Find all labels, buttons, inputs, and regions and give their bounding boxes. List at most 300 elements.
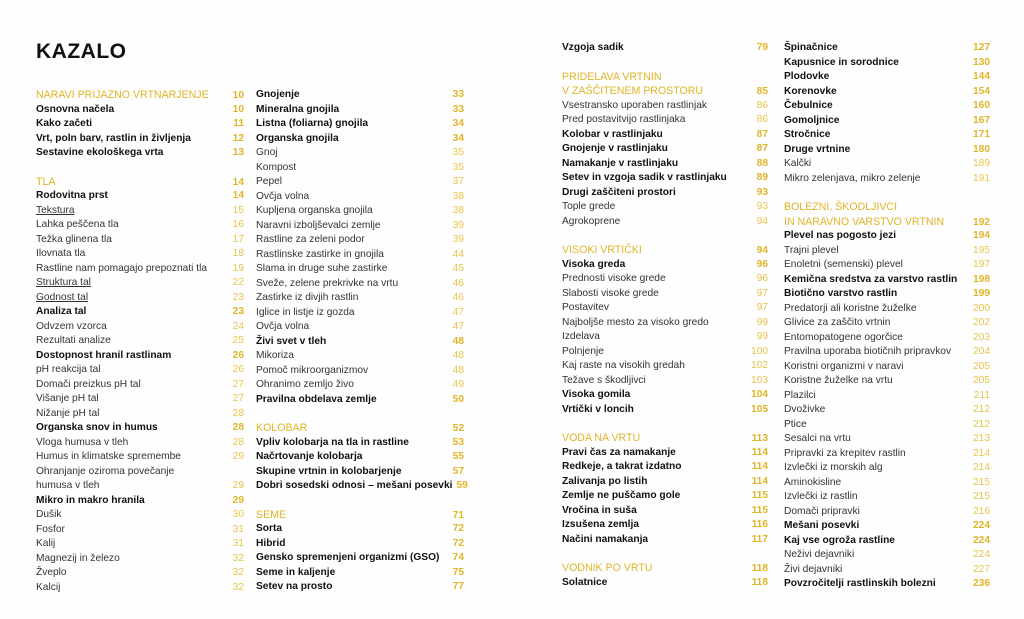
toc-entry[interactable] — [562, 272, 768, 287]
toc-entry[interactable] — [36, 146, 244, 161]
toc-entry-title: Mikoriza — [256, 350, 294, 361]
toc-section-heading[interactable] — [562, 561, 768, 576]
toc-entry[interactable] — [562, 258, 768, 273]
toc-entry-title: Ptice — [784, 418, 807, 430]
toc-page-number: 100 — [751, 345, 768, 357]
toc-page-number: 224 — [973, 549, 990, 560]
toc-entry[interactable] — [562, 345, 768, 360]
toc-page-number: 72 — [452, 537, 464, 549]
toc-entry-title: Ohranjanje oziroma povečanje — [36, 465, 175, 477]
toc-entry-title: Vročina in suša — [562, 504, 637, 516]
toc-entry[interactable] — [784, 447, 990, 462]
toc-entry[interactable] — [36, 363, 244, 378]
toc-entry[interactable] — [256, 219, 464, 234]
toc-section-heading[interactable] — [562, 84, 768, 99]
toc-entry[interactable] — [562, 533, 768, 548]
toc-entry-title: Kalcij — [36, 581, 61, 593]
toc-entry-title: BOLEZNI, ŠKODLJIVCI — [784, 201, 898, 213]
toc-page-number: 27 — [232, 378, 244, 390]
toc-entry-title: Mešani posevki — [784, 520, 860, 531]
toc-entry[interactable] — [36, 392, 244, 407]
toc-entry[interactable] — [562, 301, 768, 316]
toc-entry-title: Kalčki — [784, 158, 812, 169]
toc-entry[interactable] — [36, 218, 244, 233]
toc-page-number: 11 — [233, 118, 244, 129]
toc-entry-title: Dobri sosedski odnosi – mešani posevki — [256, 480, 453, 491]
toc-entry-title: Redkeje, a takrat izdatno — [562, 461, 682, 472]
toc-entry[interactable] — [784, 99, 990, 114]
toc-entry-title: Zastirke iz divjih rastlin — [256, 292, 359, 303]
toc-entry[interactable] — [36, 103, 244, 118]
toc-entry[interactable] — [784, 534, 990, 549]
toc-entry-title: NARAVI PRIJAZNO VRTNARJENJE — [36, 89, 209, 101]
toc-entry-title: Druge vrtnine — [784, 143, 851, 155]
toc-page-number: 114 — [751, 461, 768, 472]
toc-entry[interactable] — [36, 117, 244, 132]
toc-entry-title: Visoka greda — [562, 258, 626, 270]
toc-entry-title: Načrtovanje kolobarja — [256, 451, 363, 462]
toc-entry[interactable] — [784, 56, 990, 71]
toc-entry[interactable] — [256, 248, 464, 263]
toc-page-number: 49 — [452, 379, 464, 390]
toc-entry-title: Rodovitna prst — [36, 190, 108, 201]
toc-entry[interactable] — [256, 479, 468, 494]
toc-entry[interactable] — [562, 316, 768, 331]
toc-entry[interactable] — [36, 523, 244, 538]
toc-entry-title: Težave s škodljivci — [562, 374, 646, 386]
toc-entry-title: Težka glinena tla — [36, 233, 112, 245]
toc-entry[interactable] — [562, 287, 768, 302]
toc-entry[interactable] — [784, 143, 990, 158]
toc-entry[interactable] — [562, 200, 768, 215]
toc-page-number: 205 — [973, 375, 990, 386]
toc-entry-title: Osnovna načela — [36, 103, 115, 115]
toc-entry-title: Kalij — [36, 538, 56, 549]
toc-entry-title: Živi dejavniki — [784, 563, 843, 575]
toc-entry[interactable] — [562, 403, 768, 418]
toc-page-number: 118 — [751, 563, 768, 574]
toc-page-number: 87 — [756, 128, 768, 140]
toc-entry-title: Slabosti visoke grede — [562, 287, 659, 299]
toc-page-number: 24 — [232, 320, 244, 332]
toc-entry[interactable] — [784, 172, 990, 187]
toc-entry[interactable] — [784, 461, 990, 476]
toc-page-number: 48 — [452, 364, 464, 376]
toc-entry-title: Hibrid — [256, 537, 286, 549]
toc-page-number: 28 — [232, 407, 244, 419]
toc-page-number: 171 — [973, 129, 990, 140]
toc-entry[interactable] — [562, 113, 768, 128]
toc-entry[interactable] — [256, 537, 464, 552]
toc-entry[interactable] — [784, 229, 990, 244]
toc-section-heading[interactable] — [562, 70, 768, 85]
toc-entry[interactable] — [36, 378, 244, 393]
toc-entry[interactable] — [784, 505, 990, 520]
toc-entry[interactable] — [562, 359, 768, 374]
toc-entry-title: Ohranimo zemljo živo — [256, 379, 354, 390]
toc-entry[interactable] — [784, 563, 990, 578]
toc-entry-title: Tople grede — [562, 201, 616, 212]
toc-entry-title: Analiza tal — [36, 306, 87, 317]
toc-entry-title: Pravilna obdelava zemlje — [256, 393, 377, 405]
toc-entry[interactable] — [784, 548, 990, 563]
toc-page-number: 13 — [232, 147, 244, 158]
toc-entry[interactable] — [562, 99, 768, 114]
section-spacer — [256, 494, 464, 508]
toc-entry-title: Sestavine ekološkega vrta — [36, 147, 164, 158]
toc-entry[interactable] — [256, 450, 464, 465]
toc-entry[interactable] — [784, 360, 990, 375]
toc-entry-title: Vrtički v loncih — [562, 403, 634, 415]
toc-entry[interactable] — [784, 157, 990, 172]
toc-entry[interactable] — [36, 189, 244, 204]
toc-page-number: 93 — [756, 201, 768, 212]
toc-entry[interactable] — [562, 330, 768, 345]
toc-page-number: 215 — [973, 476, 990, 488]
toc-section-heading[interactable] — [784, 200, 990, 215]
toc-page-number: 37 — [452, 176, 464, 187]
toc-entry-title: Mikro zelenjava, mikro zelenje — [784, 172, 921, 184]
toc-entry[interactable] — [256, 335, 464, 350]
toc-entry-title: Domači preizkus pH tal — [36, 378, 141, 390]
toc-page-number: 26 — [232, 349, 244, 361]
toc-entry-title: KOLOBAR — [256, 422, 308, 434]
page-title: KAZALO — [36, 40, 127, 63]
toc-entry[interactable] — [784, 374, 990, 389]
toc-entry-title: Nižanje pH tal — [36, 407, 100, 419]
toc-entry[interactable] — [784, 577, 990, 592]
toc-entry-title: Organska gnojila — [256, 132, 339, 144]
toc-entry[interactable] — [562, 171, 768, 186]
toc-page-number: 97 — [756, 287, 768, 299]
toc-entry[interactable] — [562, 374, 768, 389]
toc-entry[interactable] — [784, 128, 990, 143]
toc-entry[interactable] — [256, 103, 464, 118]
toc-page-number: 89 — [756, 172, 768, 183]
toc-entry[interactable] — [36, 566, 244, 581]
toc-entry[interactable] — [256, 175, 464, 190]
toc-entry[interactable] — [784, 316, 990, 331]
toc-entry[interactable] — [256, 291, 464, 306]
toc-entry[interactable] — [256, 465, 464, 480]
toc-entry[interactable] — [562, 41, 768, 56]
toc-entry-title: Lahka peščena tla — [36, 219, 119, 230]
toc-page-number: 79 — [756, 42, 768, 53]
toc-section-heading[interactable] — [562, 431, 768, 446]
toc-entry[interactable] — [256, 132, 464, 147]
toc-entry[interactable] — [256, 161, 464, 176]
toc-page-number: 29 — [232, 480, 244, 491]
toc-entry-title: Višanje pH tal — [36, 393, 99, 404]
toc-page-number: 14 — [232, 176, 244, 188]
toc-entry-title: TLA — [36, 175, 56, 188]
toc-entry[interactable] — [784, 331, 990, 346]
toc-entry-title: Glivice za zaščito vrtnin — [784, 317, 891, 328]
toc-entry-title: Zemlje ne puščamo gole — [562, 490, 681, 501]
toc-entry-title: Pravi čas za namakanje — [562, 446, 676, 458]
toc-entry[interactable] — [562, 576, 768, 591]
toc-section-heading[interactable] — [562, 243, 768, 258]
toc-entry-title: Rastlinske zastirke in gnojila — [256, 248, 384, 260]
section-spacer — [36, 161, 244, 175]
toc-entry-title: Izsušena zemlja — [562, 519, 640, 530]
toc-entry[interactable] — [36, 349, 244, 364]
toc-entry[interactable] — [784, 345, 990, 360]
toc-entry[interactable] — [36, 479, 244, 494]
toc-entry[interactable] — [562, 128, 768, 143]
toc-page-number: 180 — [973, 143, 990, 155]
toc-page-number: 113 — [751, 433, 768, 444]
toc-page-number: 28 — [232, 422, 244, 433]
toc-entry-title: Aminokisline — [784, 476, 842, 488]
toc-page-number: 31 — [232, 523, 244, 535]
toc-page-number: 202 — [973, 317, 990, 328]
toc-page-number: 104 — [751, 389, 768, 400]
toc-entry[interactable] — [256, 117, 464, 132]
toc-entry[interactable] — [562, 142, 768, 157]
toc-entry[interactable] — [256, 393, 464, 408]
toc-page-number: 29 — [232, 494, 244, 506]
toc-entry[interactable] — [784, 258, 990, 273]
toc-entry-title: Godnost tal — [36, 291, 89, 303]
toc-entry[interactable] — [562, 215, 768, 230]
toc-entry[interactable] — [36, 262, 244, 277]
toc-section-heading[interactable] — [256, 508, 464, 523]
toc-page-number: 30 — [232, 509, 244, 520]
toc-page-number: 74 — [452, 552, 464, 563]
toc-page-number: 75 — [452, 566, 464, 578]
toc-entry-title: Organska snov in humus — [36, 422, 158, 433]
toc-entry[interactable] — [36, 494, 244, 509]
toc-entry[interactable] — [784, 244, 990, 259]
toc-entry-title: Namakanje v rastlinjaku — [562, 157, 679, 169]
toc-entry-title: Sorta — [256, 523, 283, 534]
toc-page-number: 85 — [756, 86, 768, 97]
toc-entry[interactable] — [256, 233, 464, 248]
toc-entry[interactable] — [256, 566, 464, 581]
toc-page-number: 39 — [452, 219, 464, 231]
toc-entry[interactable] — [36, 450, 244, 465]
toc-page-number: 198 — [973, 273, 990, 285]
toc-section-heading[interactable] — [256, 421, 464, 436]
toc-page-number: 44 — [452, 248, 464, 260]
toc-entry[interactable] — [256, 277, 464, 292]
toc-page-number: 118 — [751, 576, 768, 588]
toc-entry[interactable] — [784, 85, 990, 100]
toc-entry[interactable] — [256, 551, 464, 566]
toc-entry[interactable] — [784, 302, 990, 317]
toc-entry-title: Seme in kaljenje — [256, 566, 336, 578]
toc-page-number: 99 — [756, 331, 768, 342]
toc-page-number: 46 — [452, 277, 464, 289]
toc-page-number: 23 — [232, 291, 244, 303]
toc-entry[interactable] — [36, 276, 244, 291]
toc-entry[interactable] — [784, 287, 990, 302]
toc-entry[interactable] — [36, 421, 244, 436]
toc-entry-title: Pepel — [256, 176, 283, 187]
toc-entry-title: Rastline za zeleni podor — [256, 234, 365, 245]
toc-page-number: 160 — [973, 100, 990, 111]
toc-entry[interactable] — [36, 305, 244, 320]
toc-entry[interactable] — [562, 518, 768, 533]
toc-entry-title: Kupljena organska gnojila — [256, 205, 373, 216]
toc-entry[interactable] — [36, 407, 244, 422]
toc-entry[interactable] — [36, 247, 244, 262]
toc-page-number: 32 — [232, 567, 244, 578]
toc-entry[interactable] — [256, 522, 464, 537]
toc-entry[interactable] — [256, 320, 464, 335]
toc-entry[interactable] — [36, 233, 244, 248]
toc-page-number: 216 — [973, 505, 990, 517]
toc-column-1 — [36, 88, 244, 595]
toc-entry[interactable] — [36, 581, 244, 596]
toc-entry[interactable] — [36, 132, 244, 147]
toc-page-number: 38 — [452, 205, 464, 216]
toc-entry[interactable] — [36, 552, 244, 567]
toc-entry-title: Čebulnice — [784, 100, 833, 111]
toc-page-number: 39 — [452, 234, 464, 245]
toc-entry[interactable] — [256, 190, 464, 205]
toc-section-heading[interactable] — [36, 88, 244, 103]
toc-entry-title: Dušik — [36, 509, 62, 520]
toc-entry-title: Drugi zaščiteni prostori — [562, 186, 676, 198]
toc-page-number: 195 — [973, 244, 990, 256]
toc-entry[interactable] — [784, 70, 990, 85]
toc-page-number: 214 — [973, 462, 990, 473]
section-spacer — [562, 547, 768, 561]
toc-entry[interactable] — [256, 306, 464, 321]
toc-page-number: 15 — [232, 204, 244, 216]
toc-page-number: 99 — [756, 316, 768, 328]
toc-entry-title: Korenovke — [784, 85, 837, 97]
toc-entry[interactable] — [256, 349, 464, 364]
toc-entry[interactable] — [256, 146, 464, 161]
toc-entry-title: Izvlečki iz morskih alg — [784, 462, 883, 473]
toc-entry-title: VODNIK PO VRTU — [562, 562, 653, 574]
toc-entry-title: Rezultati analize — [36, 335, 111, 346]
toc-entry[interactable] — [784, 273, 990, 288]
toc-entry[interactable] — [256, 88, 464, 103]
toc-entry-title: Biotično varstvo rastlin — [784, 288, 898, 299]
toc-page-number: 34 — [452, 132, 464, 144]
toc-entry[interactable] — [256, 364, 464, 379]
toc-page-number: 31 — [232, 538, 244, 549]
toc-entry-title: Fosfor — [36, 523, 65, 535]
toc-entry[interactable] — [256, 204, 464, 219]
toc-page-number: 16 — [232, 219, 244, 230]
toc-entry[interactable] — [36, 320, 244, 335]
toc-page-number: 29 — [232, 451, 244, 462]
toc-entry[interactable] — [36, 436, 244, 451]
toc-page-number: 212 — [973, 404, 990, 415]
toc-entry-title: Agrokoprene — [562, 215, 621, 227]
toc-entry[interactable] — [562, 460, 768, 475]
toc-entry[interactable] — [562, 446, 768, 461]
toc-entry[interactable] — [36, 204, 244, 219]
toc-entry[interactable] — [256, 262, 464, 277]
toc-entry[interactable] — [784, 519, 990, 534]
toc-entry-title: Dostopnost hranil rastlinam — [36, 349, 172, 361]
toc-column-3 — [562, 41, 768, 590]
toc-entry-title: IN NARAVNO VARSTVO VRTNIN — [784, 215, 945, 228]
toc-entry[interactable] — [784, 432, 990, 447]
toc-page-number: 14 — [232, 190, 244, 201]
toc-entry[interactable] — [562, 388, 768, 403]
toc-entry[interactable] — [256, 580, 464, 595]
toc-entry-title: Pomoč mikroorganizmov — [256, 364, 369, 376]
toc-page-number: 12 — [232, 132, 244, 144]
toc-entry-title: Polnjenje — [562, 345, 604, 357]
toc-page-number: 200 — [973, 302, 990, 314]
toc-entry[interactable] — [562, 504, 768, 519]
toc-page-number: 22 — [232, 277, 244, 288]
toc-entry-title: Pripravki za krepitev rastlin — [784, 447, 906, 459]
toc-entry-title: Pravilna uporaba biotičnih pripravkov — [784, 346, 952, 357]
toc-page-number: 35 — [452, 147, 464, 158]
toc-entry[interactable] — [36, 508, 244, 523]
toc-entry-title: Neživi dejavniki — [784, 549, 855, 560]
toc-entry-title: Gnojenje v rastlinjaku — [562, 143, 668, 154]
toc-entry-title: Kompost — [256, 161, 297, 173]
section-spacer — [562, 56, 768, 70]
toc-page-number: 88 — [756, 157, 768, 169]
toc-entry[interactable] — [784, 490, 990, 505]
toc-entry[interactable] — [784, 41, 990, 56]
toc-page-number: 224 — [973, 534, 990, 546]
toc-page-number: 33 — [452, 89, 464, 100]
toc-page-number: 94 — [756, 215, 768, 227]
toc-entry-title: Magnezij in železo — [36, 552, 120, 564]
toc-entry[interactable] — [36, 334, 244, 349]
toc-entry-title: Odvzem vzorca — [36, 320, 107, 332]
toc-page-number: 97 — [756, 302, 768, 313]
toc-entry[interactable] — [784, 114, 990, 129]
toc-entry-title: Koristne žuželke na vrtu — [784, 375, 893, 386]
toc-page-number: 59 — [456, 480, 468, 491]
toc-entry[interactable] — [562, 475, 768, 490]
toc-page-number: 116 — [751, 519, 768, 530]
toc-entry-title: Kaj vse ogroža rastline — [784, 534, 895, 546]
toc-entry-title: Tekstura — [36, 204, 75, 216]
toc-entry[interactable] — [562, 489, 768, 504]
toc-page-number: 213 — [973, 433, 990, 444]
toc-page-number: 192 — [973, 216, 990, 228]
toc-page-number: 26 — [232, 364, 244, 375]
toc-entry-title: Mikro in makro hranila — [36, 494, 145, 506]
toc-entry[interactable] — [784, 476, 990, 491]
toc-entry-title: Entomopatogene ogorčice — [784, 331, 903, 343]
toc-page-number: 191 — [973, 172, 990, 184]
toc-entry[interactable] — [256, 378, 464, 393]
toc-entry[interactable] — [256, 436, 464, 451]
toc-entry-title: Najboljše mesto za visoko gredo — [562, 316, 709, 328]
toc-entry[interactable] — [36, 465, 244, 480]
toc-entry[interactable] — [784, 389, 990, 404]
toc-entry[interactable] — [36, 537, 244, 552]
toc-entry[interactable] — [784, 403, 990, 418]
toc-entry-title: Koristni organizmi v naravi — [784, 360, 904, 372]
toc-entry-title: pH reakcija tal — [36, 364, 101, 375]
toc-entry-title: Kolobar v rastlinjaku — [562, 128, 663, 140]
toc-entry[interactable] — [784, 418, 990, 433]
toc-section-heading[interactable] — [36, 175, 244, 190]
toc-page-number: 130 — [973, 56, 990, 68]
toc-page-number: 32 — [232, 552, 244, 564]
toc-entry[interactable] — [562, 157, 768, 172]
toc-entry[interactable] — [562, 186, 768, 201]
toc-section-heading[interactable] — [784, 215, 990, 230]
toc-entry[interactable] — [36, 291, 244, 306]
